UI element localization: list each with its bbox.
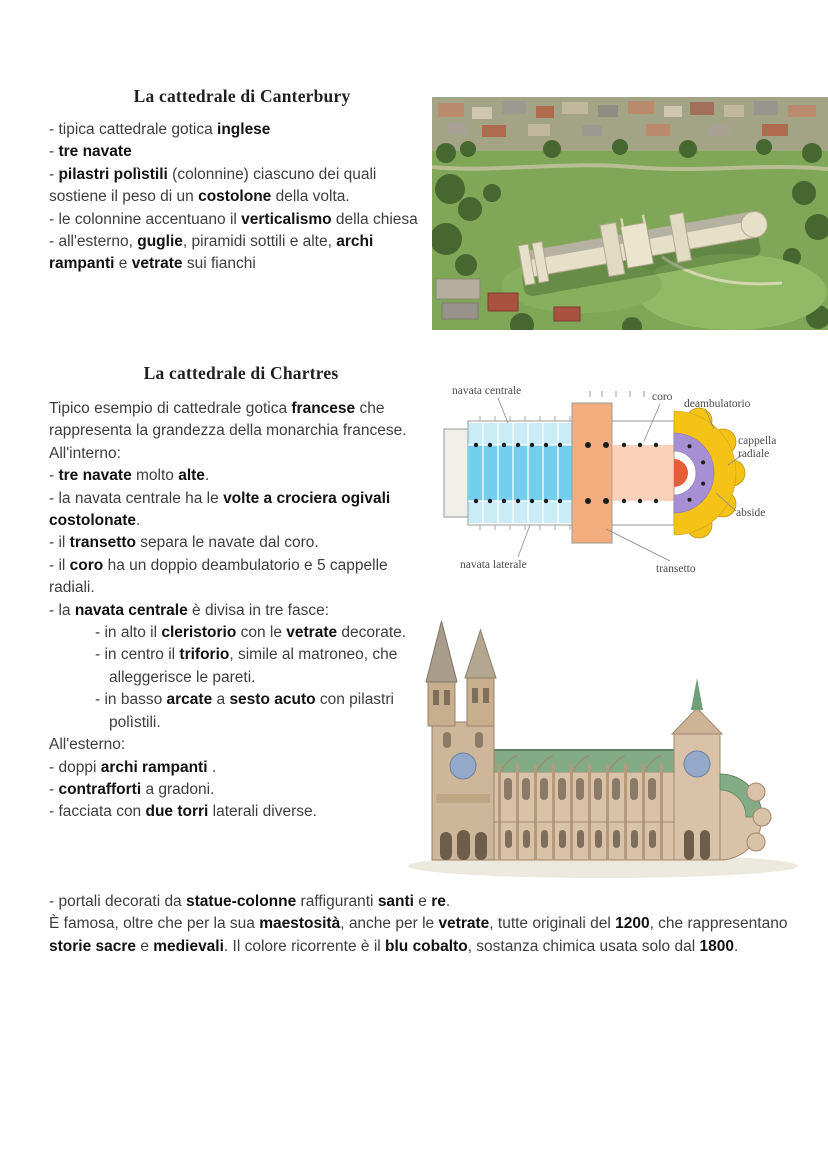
south-tower [467, 676, 494, 726]
chartres-notes [49, 398, 433, 824]
paragraph-line: Tipico esempio di cattedrale gotica francese che rappresenta la grandezza della monarchia francese. [49, 400, 407, 440]
choir-bay-zone [612, 445, 674, 501]
floorplan-label-transetto: transetto [656, 563, 696, 575]
paragraph-line: - doppi archi rampanti . [49, 758, 217, 776]
clerestory-windows [504, 778, 656, 800]
paragraph-line: - le colonnine accentuano il verticalismo della chiesa [49, 210, 418, 228]
paragraph-line: - tre navate [49, 143, 132, 161]
floorplan-label-cappella-radiale: cappella radiale [738, 435, 777, 460]
paragraph-line: - la navata centrale ha le volte a crociera ogivali costolonate. [49, 489, 391, 530]
canterbury-photo-illustration [432, 97, 828, 330]
paragraph-line: - in alto il cleristorio con le vetrate decorate. [95, 624, 407, 642]
paragraph-line: - facciata con due torri laterali diverse. [49, 803, 317, 821]
chartres-floorplan-diagram [440, 383, 792, 590]
paragraph-line: - portali decorati da statue-colonne raffiguranti santi e re. [49, 893, 451, 910]
south-spire [465, 630, 496, 678]
paragraph-line: - il coro ha un doppio deambulatorio e 5 cappelle radiali. [49, 556, 388, 597]
west-rose-window [450, 753, 476, 779]
paragraph-line: - in centro il triforio, simile al matroneo, che alleggerisce le pareti. [95, 646, 398, 686]
section-canterbury [49, 86, 435, 276]
chartres-title: La cattedrale di Chartres [143, 363, 339, 383]
north-tower [428, 680, 455, 726]
crossing-fleche [691, 678, 703, 710]
floorplan-label-navata-centrale: navata centrale [452, 385, 522, 397]
paragraph-line: All'esterno: [49, 736, 126, 754]
kings-gallery [436, 794, 490, 803]
paragraph-line: - il transetto separa le navate dal coro. [49, 534, 319, 552]
floorplan-label-abside: abside [736, 507, 766, 519]
west-facade [444, 429, 468, 517]
canterbury-aerial-photo [432, 97, 828, 330]
floorplan-label-navata-laterale: navata laterale [460, 559, 527, 571]
paragraph-line: - in basso arcate a sesto acuto con pilastri polìstili. [95, 691, 394, 731]
paragraph-line: - tipica cattedrale gotica inglese [49, 121, 271, 138]
chartres-3d-rendering [388, 616, 802, 884]
transept-rose-window [684, 751, 710, 777]
paragraph-line: È famosa, oltre che per la sua maestosità, anche per le vetrate, tutte originali del 1200, che rappresentano storie sacre e medievali. Il colore ricorrente è il blu cobalto, sostanza chimica usata solo dal 1800. [49, 915, 788, 955]
floorplan-label-deambulatorio: deambulatorio [684, 398, 751, 410]
transept-gable [672, 708, 722, 734]
chartres-render-illustration [388, 616, 802, 884]
section-chartres-continued [49, 891, 797, 958]
canterbury-title: La cattedrale di Canterbury [133, 86, 351, 106]
paragraph-line: All'interno: [49, 444, 121, 462]
canterbury-notes [49, 119, 435, 276]
paragraph-line: - tre navate molto alte. [49, 467, 210, 485]
aisle-windows [505, 830, 656, 848]
north-spire [426, 621, 457, 682]
paragraph-line: - pilastri polìstili (colonnine) ciascuno dei quali sostiene il peso di un costolone della volta. [49, 165, 377, 206]
floorplan-label-coro: coro [652, 391, 673, 403]
chartres-notes-continued [49, 891, 797, 958]
paragraph-line: - la navata centrale è divisa in tre fasce: [49, 601, 330, 619]
section-chartres [49, 363, 433, 824]
west-portals [440, 830, 487, 860]
paragraph-line: - contrafforti a gradoni. [49, 780, 215, 798]
paragraph-line: - all'esterno, guglie, piramidi sottili e alte, archi rampanti e vetrate sui fianchi [49, 233, 374, 273]
transept-zone [572, 403, 612, 543]
